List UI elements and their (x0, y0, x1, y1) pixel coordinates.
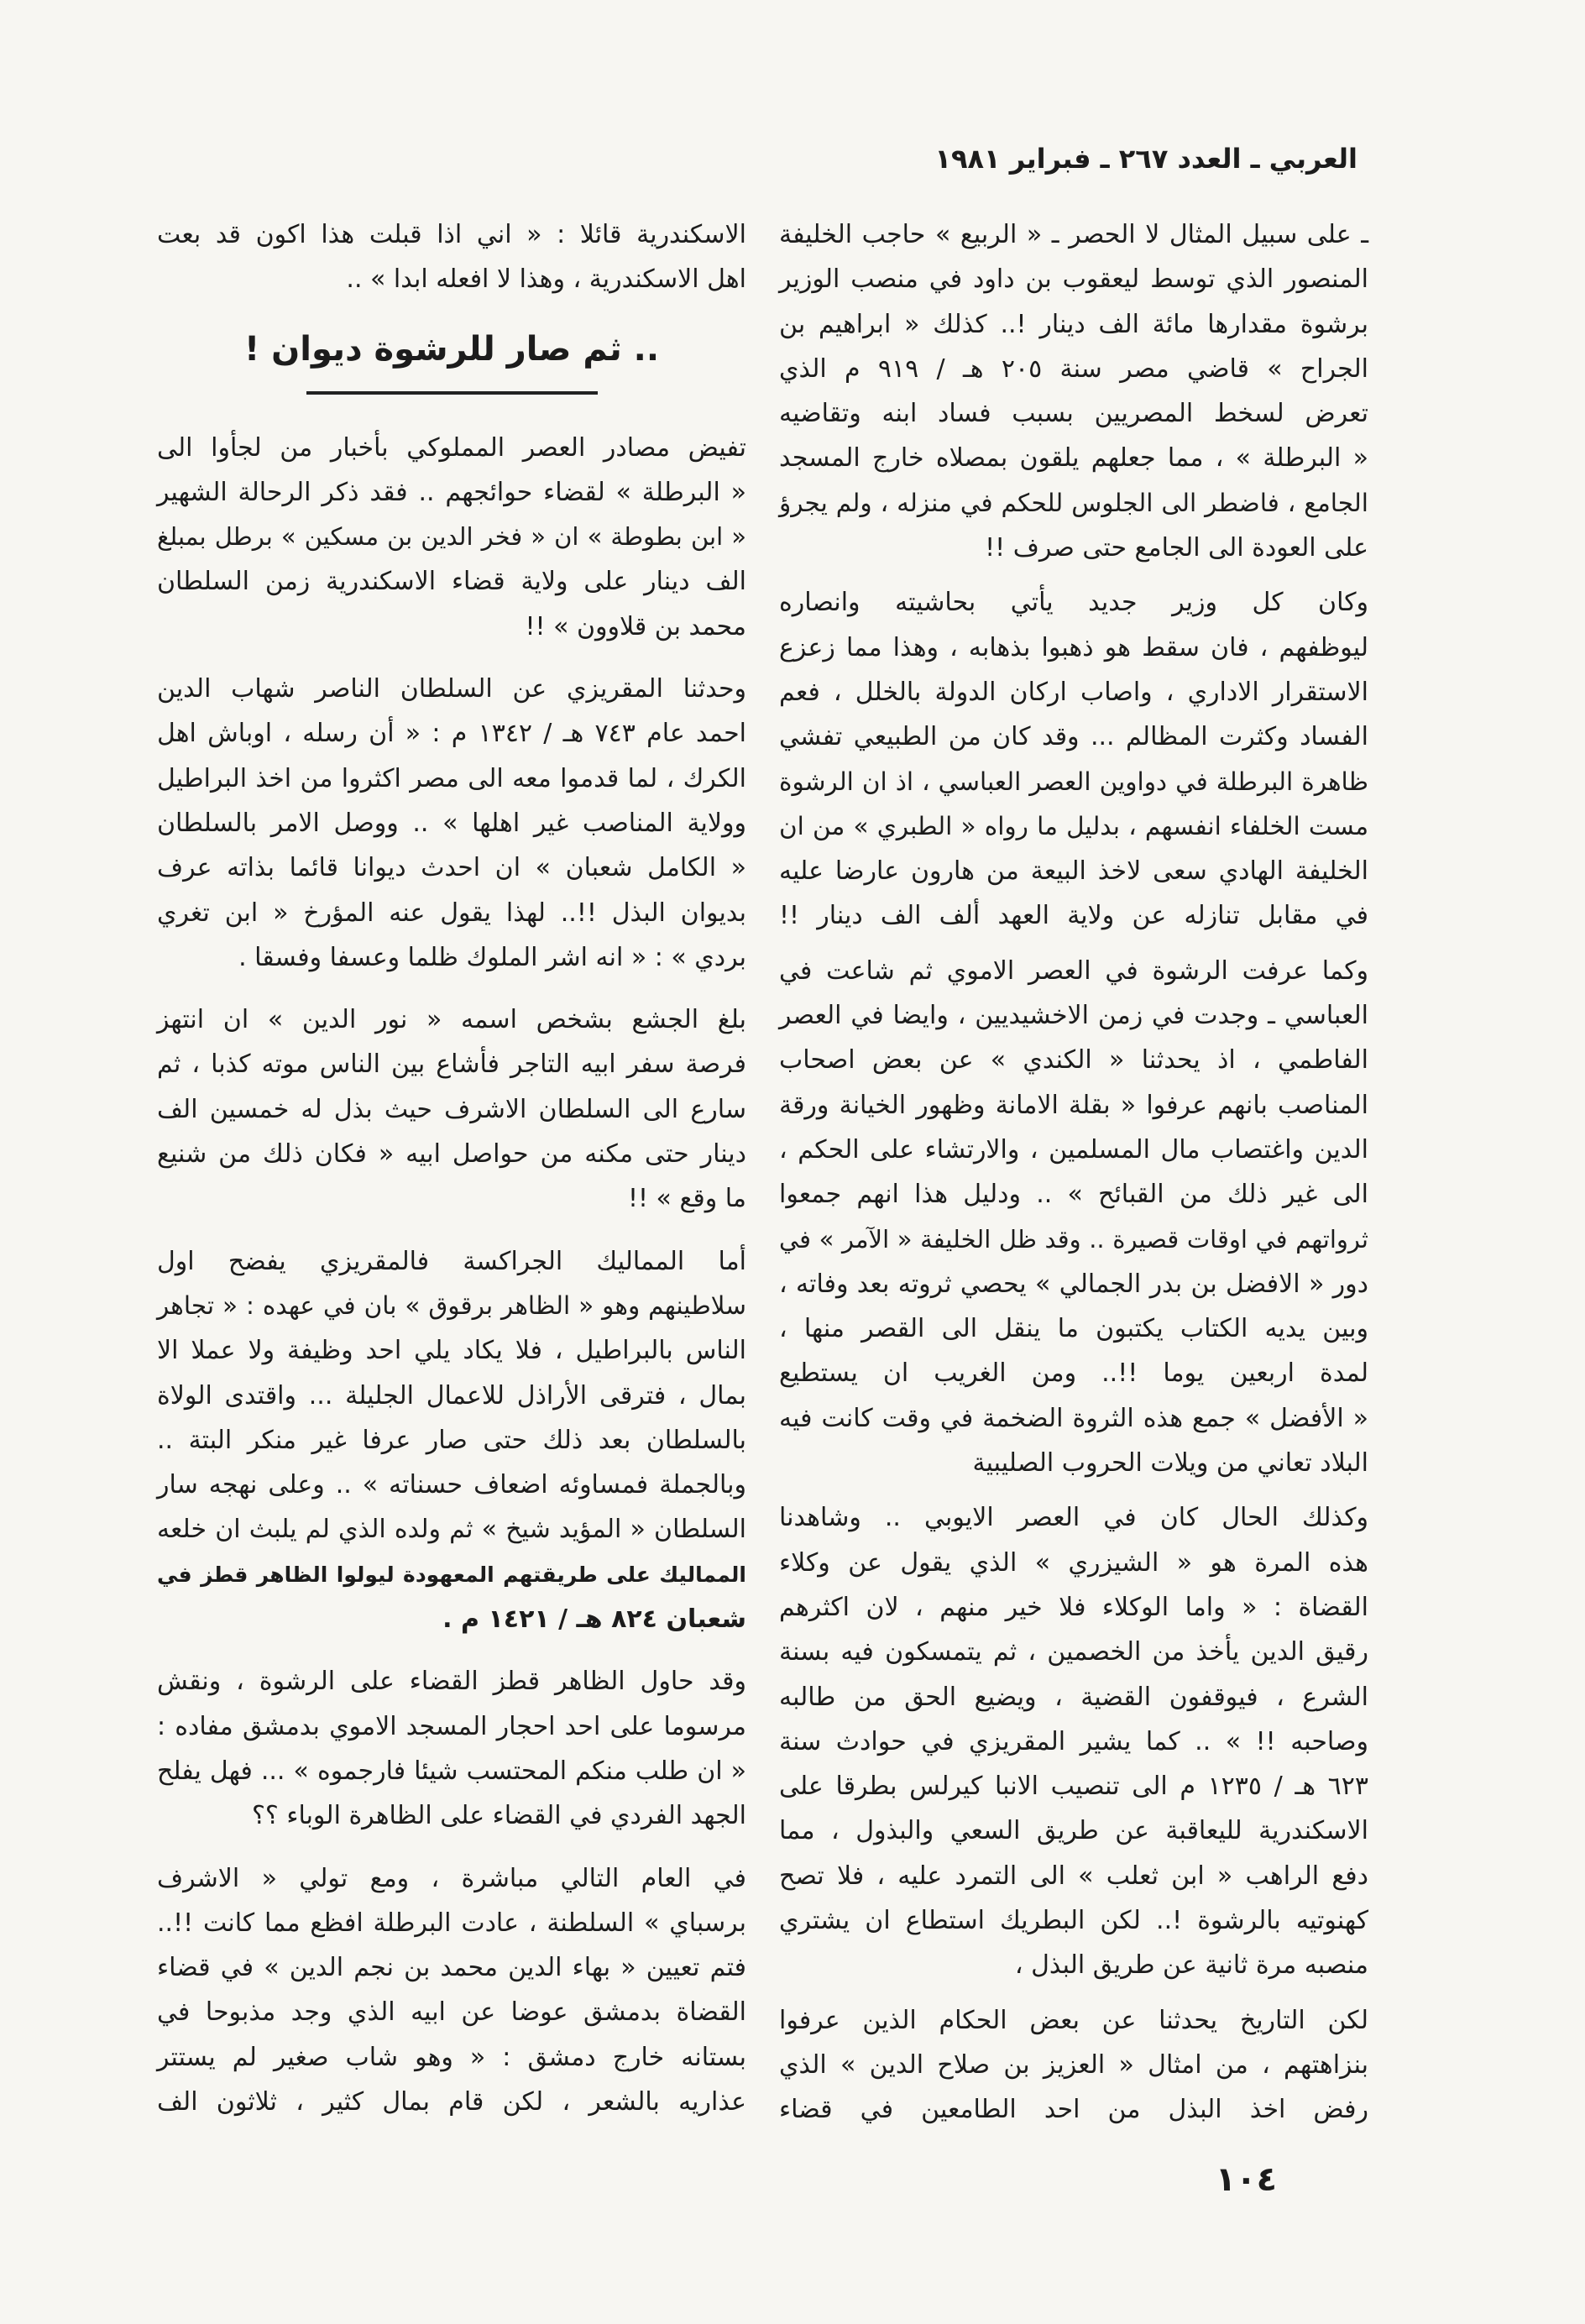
text-line: هذه المرة هو « الشيزري » الذي يقول عن وكلاء (779, 1547, 1368, 1578)
text-line: كهنوتيه بالرشوة !.. لكن البطريك استطاع ان يشتري (779, 1905, 1368, 1935)
paragraph (157, 1856, 746, 2125)
text-line: دور « الافضل بن بدر الجمالي » يحصي ثروته بعد وفاته ، (779, 1269, 1368, 1299)
heading-underline (306, 391, 598, 395)
text-line: المناصب بانهم عرفوا « بقلة الامانة وظهور الخيانة ورقة (779, 1090, 1368, 1120)
text-line: البلاد تعاني من ويلات الحروب الصليبية (972, 1448, 1368, 1479)
text-line: سارع الى السلطان الاشرف حيث بذل له خمسين الف (157, 1094, 746, 1124)
text-line: عذاريه بالشعر ، لكن قام بمال كثير ، ثلاثون الف (157, 2086, 746, 2117)
text-line: شعبان ٨٢٤ هـ / ١٤٢١ م . (442, 1604, 746, 1635)
text-line: وصاحبه !! » .. كما يشير المقريزي في حوادث سنة (779, 1726, 1368, 1756)
text-line: أما المماليك الجراكسة فالمقريزي يفضح اول (157, 1246, 746, 1276)
text-line: مست الخلفاء انفسهم ، بدليل ما رواه « الطبري » من ان (779, 811, 1368, 840)
text-line: بديوان البذل !!.. لهذا يقول عنه المؤرخ « ابن تغري (157, 898, 746, 928)
text-line: منصبه مرة ثانية عن طريق البذل ، (1014, 1950, 1368, 1981)
text-line: وحدثنا المقريزي عن السلطان الناصر شهاب الدين (157, 674, 746, 704)
text-line: ظاهرة البرطلة في دواوين العصر العباسي ، اذ ان الرشوة (779, 767, 1368, 796)
paragraph (779, 949, 1368, 1486)
text-line: القضاة : « واما الوكلاء فلا خير منهم ، لان اكثرهم (779, 1592, 1368, 1622)
text-line: الاستقرار الاداري ، واصاب اركان الدولة بالخلل ، فعم (779, 677, 1368, 707)
text-line: بستانه خارج دمشق : « وهو شاب صغير لم يستتر (157, 2042, 746, 2072)
section-heading: .. ثم صار للرشوة ديوان ! (243, 329, 660, 369)
text-line: الى غير ذلك من القبائح » .. ودليل هذا انهم جمعوا (779, 1180, 1368, 1210)
text-line: مرسوما على احد احجار المسجد الاموي بدمشق مفاده : (157, 1711, 746, 1741)
text-line: السلطان « المؤيد شيخ » ثم ولده الذي لم يلبث ان خلعه (157, 1515, 746, 1545)
text-line: وكما عرفت الرشوة في العصر الاموي ثم شاعت في (779, 955, 1368, 986)
text-line: احمد عام ٧٤٣ هـ / ١٣٤٢ م : « أن رسله ، اوباش اهل (157, 719, 746, 749)
text-line: لمدة اربعين يوما !!.. ومن الغريب ان يستطيع (779, 1358, 1368, 1389)
paragraph (157, 212, 746, 302)
page-number: ١٠٤ (1215, 2160, 1277, 2199)
right-column (779, 212, 1368, 2132)
text-line: الجامع ، فاضطر الى الجلوس للحكم في منزله ، ولم يجرؤ (779, 488, 1368, 517)
text-line: المماليك على طريقتهم المعهودة ليولوا الظاهر قطز في (157, 1562, 746, 1587)
text-line: « الكامل شعبان » ان احدث ديوانا قائما بذاته عرف (157, 853, 746, 883)
text-line: وولاية المناصب غير اهلها » .. ووصل الامر بالسلطان (157, 808, 746, 838)
text-line: دينار حتى مكنه من حواصل ابيه « فكان ذلك من شنيع (157, 1139, 746, 1170)
text-line: ـ على سبيل المثال لا الحصر ـ « الربيع » حاجب الخليفة (779, 220, 1368, 249)
text-line: لكن التاريخ يحدثنا عن بعض الحكام الذين عرفوا (779, 2005, 1368, 2035)
paragraph (157, 997, 746, 1221)
text-line: برشوة مقدارها مائة الف دينار !.. كذلك « ابراهيم بن (779, 309, 1368, 339)
text-line: فرصة سفر ابيه التاجر فأشاع بين الناس موته كذبا ، ثم (157, 1049, 746, 1080)
text-line: تفيض مصادر العصر المملوكي بأخبار من لجأوا الى (157, 432, 746, 463)
text-line: فتم تعيين « بهاء الدين محمد بن نجم الدين » في قضاء (157, 1953, 746, 1983)
text-line: ٦٢٣ هـ / ١٢٣٥ م الى تنصيب الانبا كيرلس بطرقا على (779, 1772, 1368, 1802)
text-line: « ان طلب منكم المحتسب شيئا فارجموه » ... فهل يفلح (157, 1756, 746, 1786)
text-line: الاسكندرية لليعاقبة عن طريق السعي والبذول ، مما (779, 1816, 1368, 1846)
text-line: العباسي ـ وجدت في زمن الاخشيديين ، وايضا في العصر (779, 1001, 1368, 1031)
text-line: اهل الاسكندرية ، وهذا لا افعله ابدا » .. (346, 264, 746, 295)
text-line: « ابن بطوطة » ان « فخر الدين بن مسكين » برطل بمبلغ (157, 522, 746, 552)
text-line: « البرطلة » لقضاء حوائجهم .. فقد ذكر الرحالة الشهير (157, 477, 746, 507)
text-line: الاسكندرية قائلا : « اني اذا قبلت هذا اكون قد بعت (157, 220, 746, 249)
text-line: بردي » : « انه اشر الملوك ظلما وعسفا وفسقا . (238, 942, 746, 972)
text-line: الدين واغتصاب مال المسلمين ، والارتشاء على الحكم ، (779, 1134, 1368, 1165)
text-line: في مقابل تنازله عن ولاية العهد ألف الف دينار !! (779, 901, 1368, 931)
text-line: « الأفضل » جمع هذه الثروة الضخمة في وقت كانت فيه (779, 1403, 1368, 1433)
text-line: ما وقع » !! (627, 1184, 746, 1214)
text-line: في العام التالي مباشرة ، ومع تولي « الاشرف (157, 1863, 746, 1893)
text-line: رفض اخذ البذل من احد الطامعين في قضاء (779, 2095, 1368, 2125)
text-line: الكرك ، لما قدموا معه الى مصر اكثروا من اخذ البراطيل (157, 763, 746, 793)
text-line: ثرواتهم في اوقات قصيرة .. وقد ظل الخليفة « الآمر » في (779, 1224, 1368, 1254)
paragraph (157, 426, 746, 649)
text-line: سلاطينهم وهو « الظاهر برقوق » بان في عهده : « تجاهر (157, 1290, 746, 1320)
left-column (157, 212, 746, 2124)
paragraph (157, 1659, 746, 1838)
text-line: دفع الراهب « ابن ثعلب » الى التمرد عليه ، فلا تصح (779, 1861, 1368, 1891)
text-line: على العودة الى الجامع حتى صرف !! (985, 533, 1368, 563)
text-line: تعرض لسخط المصريين بسبب فساد ابنه وتقاضيه (779, 399, 1368, 429)
text-line: الشرع ، فيوقفون القضية ، ويضيع الحق من طالبه (779, 1682, 1368, 1712)
text-line: برسباي » السلطنة ، عادت البرطلة افظع مما كانت !!.. (157, 1908, 746, 1938)
paragraph (779, 1495, 1368, 1987)
text-line: وكان كل وزير جديد يأتي بحاشيته وانصاره (779, 588, 1368, 618)
text-line: الفساد وكثرت المظالم ... وقد كان من الطبيعي تفشي (779, 722, 1368, 752)
paragraph (779, 1998, 1368, 2133)
running-header: العربي ـ العدد ٢٦٧ ـ فبراير ١٩٨١ (934, 143, 1357, 175)
text-line: القضاة بدمشق عوضا عن ابيه الذي وجد مذبوحا في (157, 1997, 746, 2028)
text-line: وقد حاول الظاهر قطز القضاء على الرشوة ، ونقش (157, 1667, 746, 1697)
text-line: الخليفة الهادي سعى لاخذ البيعة من هارون عارضا عليه (779, 856, 1368, 887)
text-line: وبالجملة فمساوئه اضعاف حسناته » .. وعلى نهجه سار (157, 1470, 746, 1500)
text-line: ليوظفهم ، فان سقط هو ذهبوا بذهابه ، وهذا مما زعزع (779, 632, 1368, 662)
paragraph (157, 1239, 746, 1642)
text-line: الناس بالبراطيل ، فلا يكاد يلي احد وظيفة ولا عملا الا (157, 1336, 746, 1366)
text-line: محمد بن قلاوون » !! (525, 611, 746, 641)
text-line: بالسلطان بعد ذلك حتى صار عرفا غير منكر البتة .. (157, 1425, 746, 1455)
text-line: بمال ، فترقى الأراذل للاعمال الجليلة ... واقتدى الولاة (157, 1380, 746, 1411)
text-line: رقيق الدين يأخذ من الخصمين ، ثم يتمسكون فيه بسنة (779, 1637, 1368, 1667)
text-line: الفاطمي ، اذ يحدثنا « الكندي » عن بعض اصحاب (779, 1045, 1368, 1076)
text-line: المنصور الذي توسط ليعقوب بن داود في منصب الوزير (779, 264, 1368, 295)
text-line: بنزاهتهم ، من امثال « العزيز بن صلاح الدين » الذي (779, 2049, 1368, 2080)
text-line: الجراح » قاضي مصر سنة ٢٠٥ هـ / ٩١٩ م الذي (779, 353, 1369, 384)
paragraph (157, 667, 746, 980)
text-line: الجهد الفردي في القضاء على الظاهرة الوباء ؟؟ (251, 1801, 746, 1831)
paragraph (779, 580, 1368, 938)
text-line: بلغ الجشع بشخص اسمه « نور الدين » ان انتهز (157, 1005, 746, 1035)
paragraph (779, 212, 1368, 570)
text-line: وبين يديه الكتاب يكتبون ما ينقل الى القصر منها ، (779, 1314, 1368, 1344)
text-line: وكذلك الحال كان في العصر الايوبي .. وشاهدنا (779, 1503, 1368, 1533)
text-line: « البرطلة » ، مما جعلهم يلقون بمصلاه خارج المسجد (779, 443, 1368, 474)
text-line: الف دينار على ولاية قضاء الاسكندرية زمن السلطان (157, 567, 746, 597)
